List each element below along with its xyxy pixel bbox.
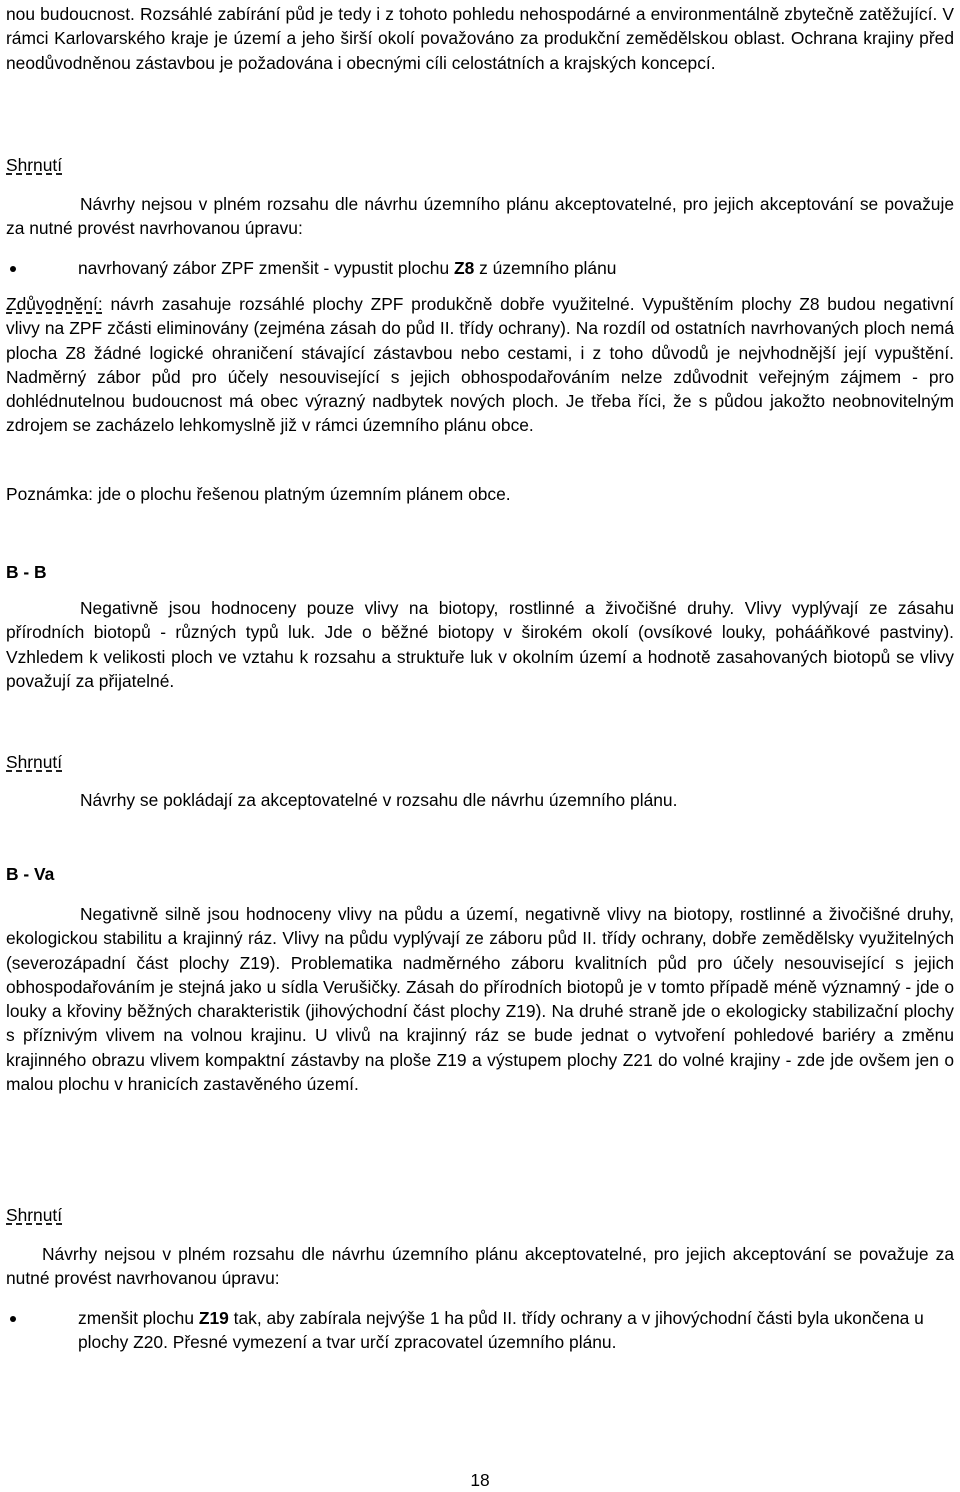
section-heading-bb: B - B [6, 562, 47, 582]
plot-id-z8: Z8 [454, 258, 475, 278]
section-text-bb: Negativně jsou hodnoceny pouze vlivy na biotopy, rostlinné a živočišné druhy. Vlivy vyplývají ze zásahu přírodních biotopů - různých typů luk. Jde o běžné biotopy v širokém okolí (ovsíkové louky, pohááňkové pastviny). Vzhledem k velikosti ploch ve vztahu k rozsahu a struktuře luk v okolním území a hodnotě zasahovaných biotopů se vlivy považují za přijatelné. [6, 598, 954, 691]
intro-paragraph: nou budoucnost. Rozsáhlé zabírání půd je tedy i z tohoto pohledu nehospodárné a environmentálně zbytečně zatěžující. V rámci Karlovarského kraje je území a jeho širší okolí považováno za produkční zemědělskou oblast. Ochrana krajiny před neodůvodněnou zástavbou je požadována i obecnými cíli celostátních a krajských koncepcí. [6, 4, 954, 73]
note-paragraph: Poznámka: jde o plochu řešenou platným územním plánem obce. [6, 484, 511, 504]
summary-bullet-1: navrhovaný zábor ZPF zmenšit - vypustit plochu Z8 z územního plánu [6, 256, 954, 280]
justification-label: Zdůvodnění: [6, 294, 103, 314]
summary-text-3: Návrhy nejsou v plném rozsahu dle návrhu územního plánu akceptovatelné, pro jejich akceptování se považuje za nutné provést navrhovanou úpravu: [6, 1244, 954, 1289]
summary-heading-2: Shrnutí [6, 752, 63, 772]
summary-bullet-3: zmenšit plochu Z19 tak, aby zabírala nejvýše 1 ha půd II. třídy ochrany a v jihovýchodní části byla ukončena u plochy Z20. Přesné vymezení a tvar určí zpracovatel územního plánu. [6, 1306, 954, 1355]
summary-text-1: Návrhy nejsou v plném rozsahu dle návrhu územního plánu akceptovatelné, pro jejich akceptování se považuje za nutné provést navrhovanou úpravu: [6, 194, 954, 239]
section-text-bva: Negativně silně jsou hodnoceny vlivy na půdu a území, negativně vlivy na biotopy, rostlinné a živočišné druhy, ekologickou stabilitu a krajinný ráz. Vlivy na půdu vyplývají ze záboru půd II. třídy ochrany, dobře zemědělsky využitelných (severozápadní část plochy Z19). Problematika nadměrného záboru kvalitních půd pro účely nesouvisející s jejich obhospodařováním je stejná jako u sídla Verušičky. Zásah do přírodních biotopů je v tomto případě méně významný - jde o louky a křoviny běžných charakteristik (jihovýchodní část plochy Z19). Na druhé straně jde o ekologicky stabilizační plochy s příznivým vlivem na volnou krajinu. U vlivů na krajinný ráz se bude jednat o vytvoření pohledové bariéry a změnu krajinného obrazu vlivem kompaktní zástavby na ploše Z19 a výstupem plochy Z21 do volné krajiny - zde jde ovšem jen o malou plochu v hranicích zastavěného území. [6, 904, 954, 1095]
summary-text-2: Návrhy se pokládají za akceptovatelné v rozsahu dle návrhu územního plánu. [80, 790, 678, 810]
section-heading-bva: B - Va [6, 864, 55, 884]
justification-paragraph: Zdůvodnění: návrh zasahuje rozsáhlé plochy ZPF produkčně dobře využitelné. Vypuštěním plochy Z8 budou negativní vlivy na ZPF zčásti eliminovány (zejména zásah do půd II. třídy ochrany). Na rozdíl od ostatních navrhovaných ploch nemá plocha Z8 žádné logické ohraničení stávající zástavbou nebo cestami, i z toho důvodů je nejvhodnější její vypuštění. Nadměrný zábor půd pro účely nesouvisející s jejich obhospodařováním nelze zdůvodnit veřejným zájmem - pro dohlédnutelnou budoucnost má obec výrazný nadbytek nových ploch. Je třeba říci, že s půdou jakožto neobnovitelným zdrojem se zacházelo lehkomyslně již v rámci územního plánu obce. [6, 294, 954, 436]
summary-heading-3: Shrnutí [6, 1205, 63, 1225]
summary-heading-1: Shrnutí [6, 155, 63, 175]
page-number: 18 [470, 1470, 490, 1490]
plot-id-z19: Z19 [198, 1308, 229, 1328]
